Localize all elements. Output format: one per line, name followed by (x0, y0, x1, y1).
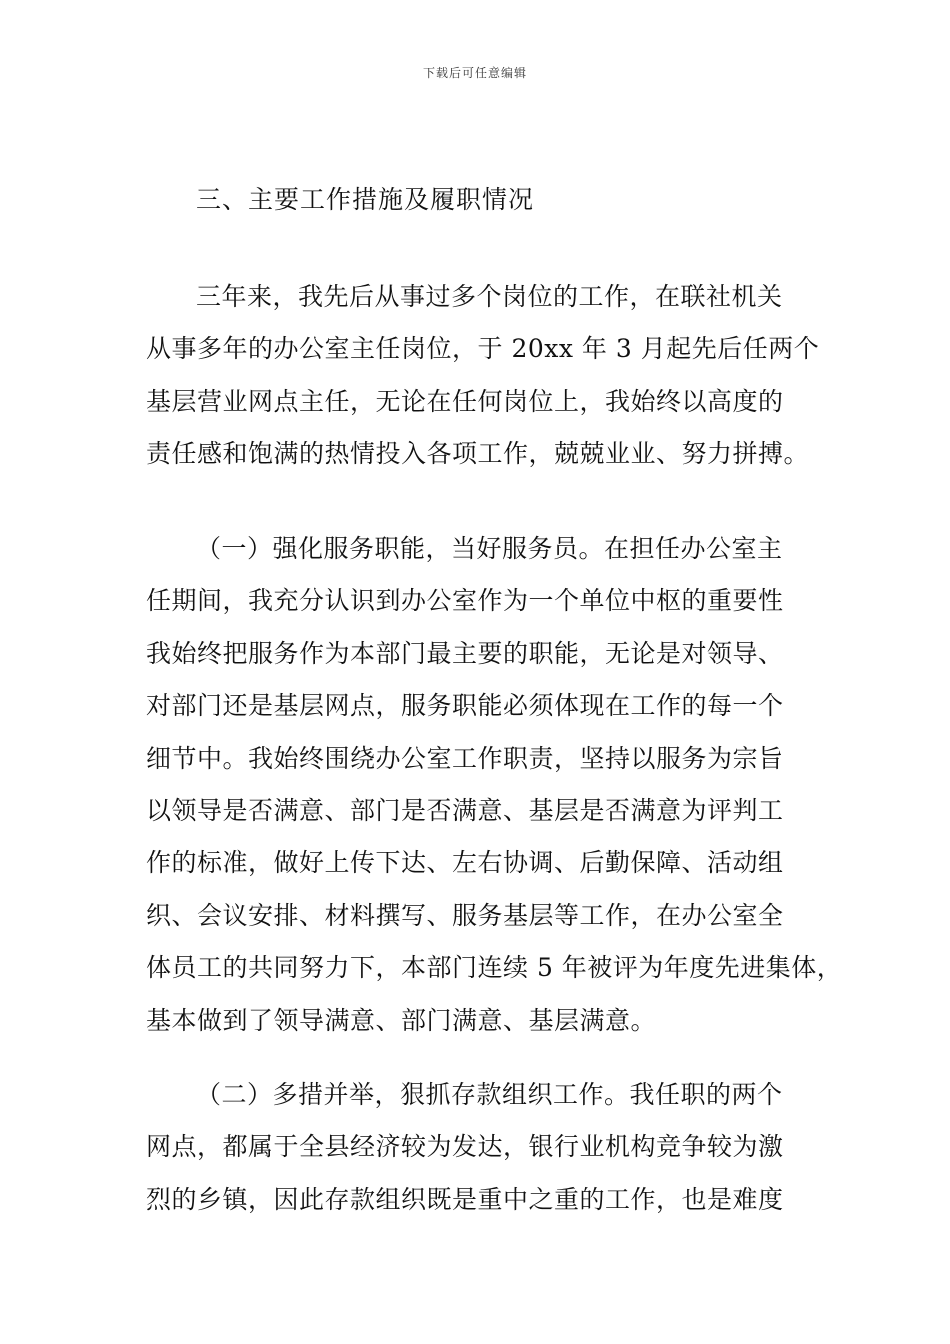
section-heading: 三、主要工作措施及履职情况 (196, 185, 535, 214)
paragraph-section-2 (146, 1069, 826, 1226)
paragraph-line: 以领导是否满意、部门是否满意、基层是否满意为评判工 (146, 795, 784, 825)
paragraph-line: 对部门还是基层网点，服务职能必须体现在工作的每一个 (146, 691, 784, 721)
paragraph-line: 网点，都属于全县经济较为发达，银行业机构竞争较为激 (146, 1132, 784, 1162)
paragraph-line: 体员工的共同努力下，本部门连续 5 年被评为年度先进集体， (146, 953, 843, 983)
paragraph-line: 任期间，我充分认识到办公室作为一个单位中枢的重要性 (146, 586, 784, 616)
paragraph-line: （一）强化服务职能，当好服务员。在担任办公室主 (196, 534, 783, 563)
paragraph-line: 责任感和饱满的热情投入各项工作，兢兢业业、努力拼搏。 (146, 439, 810, 469)
paragraph-line: 基层营业网点主任，无论在任何岗位上，我始终以高度的 (146, 386, 784, 416)
paragraph-intro (146, 271, 826, 481)
paragraph-section-1 (146, 523, 843, 1047)
paragraph-line: 基本做到了领导满意、部门满意、基层满意。 (146, 1005, 657, 1035)
page-header: 下载后可任意编辑 (422, 66, 527, 80)
paragraph-line: 从事多年的办公室主任岗位，于 20xx 年 3 月起先后任两个 (146, 334, 820, 364)
paragraph-line: 三年来，我先后从事过多个岗位的工作，在联社机关 (196, 282, 783, 311)
paragraph-line: 织、会议安排、材料撰写、服务基层等工作，在办公室全 (146, 900, 784, 930)
paragraph-line: 作的标准，做好上传下达、左右协调、后勤保障、活动组 (146, 848, 784, 878)
paragraph-line: （二）多措并举，狠抓存款组织工作。我任职的两个 (196, 1080, 783, 1109)
paragraph-line: 烈的乡镇，因此存款组织既是重中之重的工作，也是难度 (146, 1184, 784, 1214)
paragraph-line: 细节中。我始终围绕办公室工作职责，坚持以服务为宗旨 (146, 743, 784, 773)
paragraph-line: 我始终把服务作为本部门最主要的职能，无论是对领导、 (146, 638, 784, 668)
